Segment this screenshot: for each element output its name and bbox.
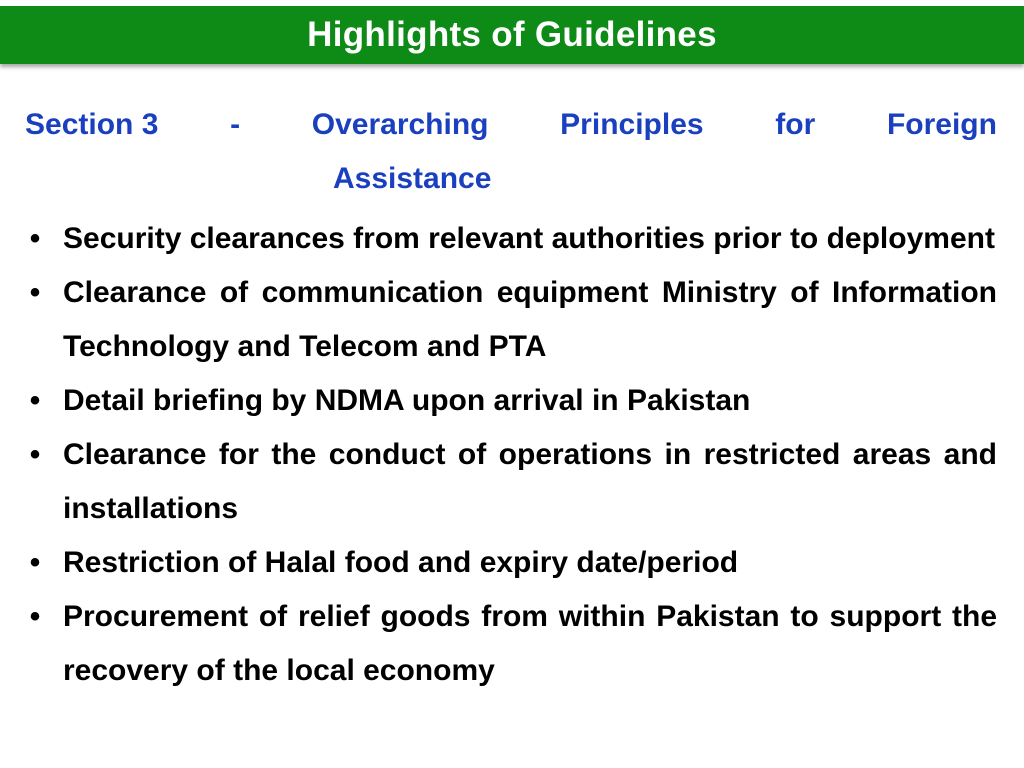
bullet-text: Clearance of communication equipment Ministry of Information Technology and Telecom and PTA [63,276,997,363]
bullet-item [25,590,997,698]
bullet-icon: • [29,438,41,471]
section-word: Foreign [886,108,997,141]
bullet-icon: • [29,384,41,417]
section-heading [25,98,997,206]
bullet-text: Clearance for the conduct of operations in restricted areas and installations [63,438,997,525]
bullet-text: Security clearances from relevant authorities prior to deployment [63,222,995,255]
bullet-item [25,374,997,428]
title-bar [0,6,1024,64]
section-word: Overarching [311,108,489,141]
bullet-text: Procurement of relief goods from within Pakistan to support the recovery of the local economy [63,600,997,687]
bullet-text: Restriction of Halal food and expiry date/period [63,546,739,579]
bullet-item [25,212,997,266]
slide-title: Highlights of Guidelines [307,15,717,54]
section-word: for [775,108,816,141]
bullet-list [25,212,997,698]
bullet-icon: • [29,222,41,255]
section-number: Section 3 [25,108,159,141]
section-separator: - [230,108,241,141]
section-word: Principles [560,108,704,141]
bullet-text: Detail briefing by NDMA upon arrival in Pakistan [63,384,751,417]
bullet-icon: • [29,276,41,309]
section-continuation: Assistance [333,162,492,195]
bullet-item [25,428,997,536]
section-heading-line-1 [25,98,997,152]
bullet-item [25,266,997,374]
section-heading-line-2 [25,152,997,206]
bullet-item [25,536,997,590]
bullet-icon: • [29,600,41,633]
bullet-icon: • [29,546,41,579]
